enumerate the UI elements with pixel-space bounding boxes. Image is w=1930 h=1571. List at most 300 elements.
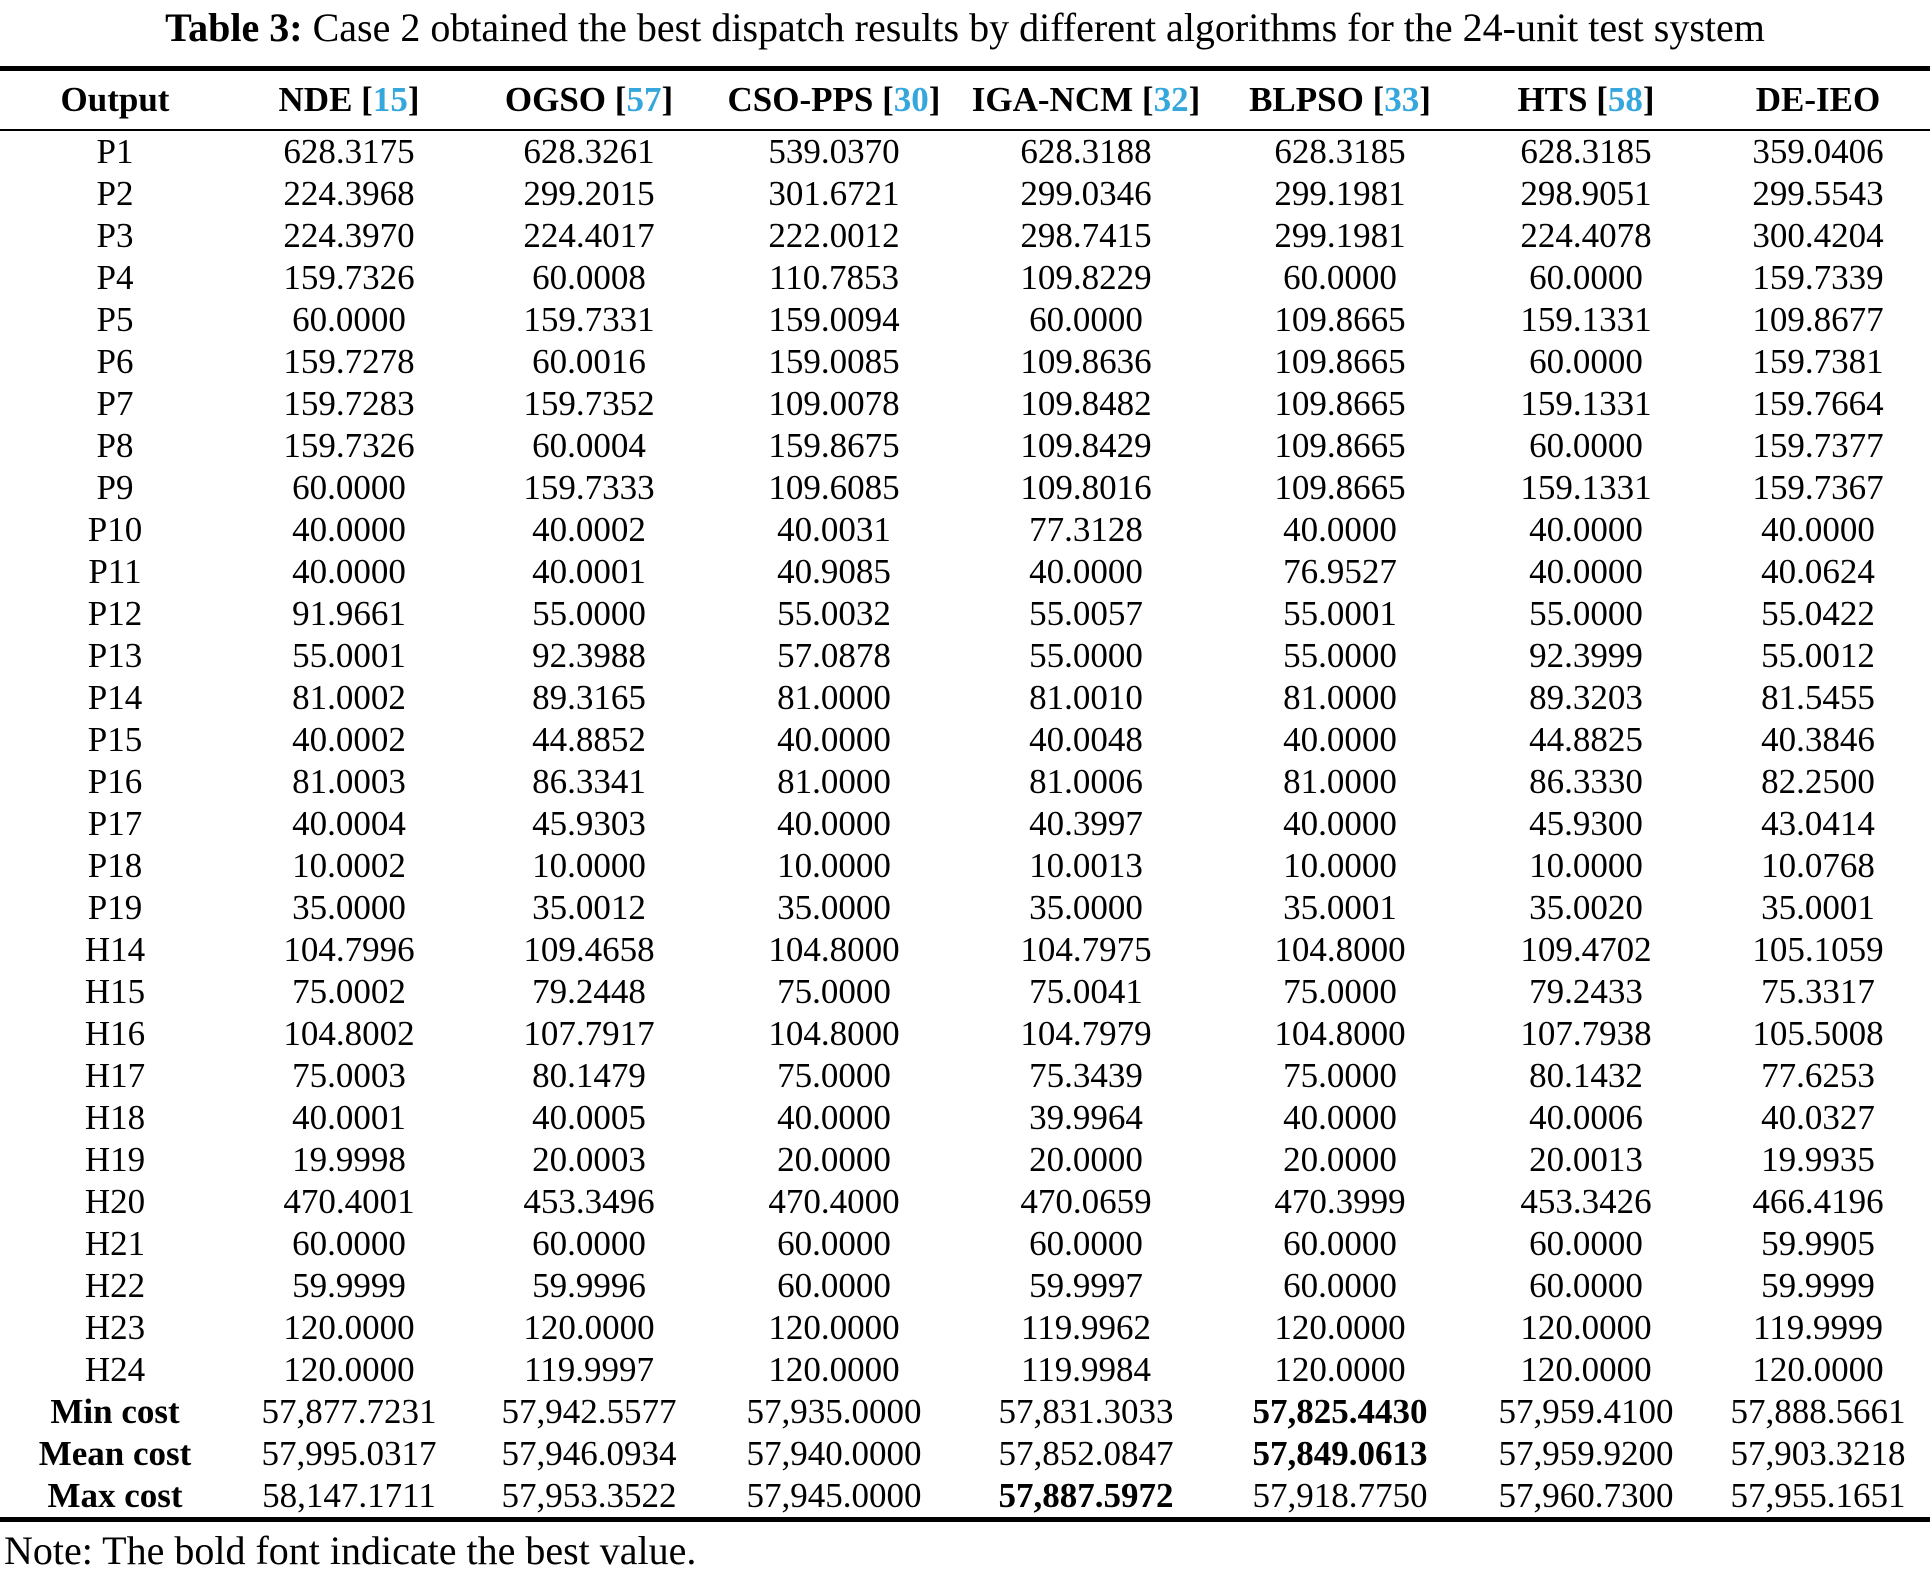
value-cell: 57,852.0847	[998, 1434, 1174, 1473]
value-cell: 224.4017	[523, 216, 655, 255]
value-cell: 628.3261	[523, 132, 655, 171]
value-cell: 81.0000	[777, 678, 891, 717]
value-cell: 159.7326	[283, 426, 415, 465]
column-header-label: HTS	[1517, 80, 1588, 119]
table-row-h23	[0, 1307, 1930, 1349]
value-cell: 109.8229	[1020, 258, 1152, 297]
value-cell: 89.3203	[1529, 678, 1643, 717]
citation-reference[interactable]: 58	[1607, 80, 1643, 119]
value-cell: 57,825.4430	[1252, 1392, 1428, 1431]
table-row-h24	[0, 1349, 1930, 1391]
value-cell: 44.8852	[532, 720, 646, 759]
row-label: P14	[87, 678, 143, 717]
value-cell: 120.0000	[283, 1350, 415, 1389]
value-cell: 109.8665	[1274, 300, 1406, 339]
value-cell: 57,877.7231	[261, 1392, 437, 1431]
value-cell: 60.0000	[292, 468, 406, 507]
value-cell: 59.9905	[1761, 1224, 1875, 1263]
citation-reference[interactable]: 57	[626, 80, 662, 119]
table-row-p12	[0, 593, 1930, 635]
dispatch-results-table	[0, 66, 1930, 1522]
value-cell: 35.0012	[532, 888, 646, 927]
row-label: H15	[84, 972, 146, 1011]
value-cell: 470.4000	[768, 1182, 900, 1221]
value-cell: 92.3988	[532, 636, 646, 675]
table-row-p15	[0, 719, 1930, 761]
value-cell: 81.0003	[292, 762, 406, 801]
table-row-h15	[0, 971, 1930, 1013]
value-cell: 79.2433	[1529, 972, 1643, 1011]
value-cell: 40.0006	[1529, 1098, 1643, 1137]
value-cell: 75.3439	[1029, 1056, 1143, 1095]
table-row-h18	[0, 1097, 1930, 1139]
value-cell: 109.8665	[1274, 468, 1406, 507]
table-row-p10	[0, 509, 1930, 551]
value-cell: 119.9962	[1021, 1308, 1151, 1347]
row-label: P13	[87, 636, 143, 675]
table-row-h17	[0, 1055, 1930, 1097]
table-caption-text: Case 2 obtained the best dispatch results by different algorithms for the 24-unit test system	[302, 5, 1765, 50]
value-cell: 10.0768	[1761, 846, 1875, 885]
value-cell: 81.0000	[777, 762, 891, 801]
table-row-mean-cost	[0, 1433, 1930, 1475]
value-cell: 40.0000	[1283, 804, 1397, 843]
value-cell: 159.7377	[1752, 426, 1884, 465]
value-cell: 57,953.3522	[501, 1476, 677, 1515]
value-cell: 299.1981	[1274, 216, 1406, 255]
value-cell: 60.0000	[1283, 1266, 1397, 1305]
value-cell: 19.9935	[1761, 1140, 1875, 1179]
value-cell: 39.9964	[1029, 1098, 1143, 1137]
value-cell: 470.3999	[1274, 1182, 1406, 1221]
table-row-p6	[0, 341, 1930, 383]
table-caption-number: Table 3:	[165, 5, 303, 50]
row-label: Max cost	[47, 1476, 183, 1515]
value-cell: 224.3970	[283, 216, 415, 255]
value-cell: 224.3968	[283, 174, 415, 213]
value-cell: 60.0000	[292, 1224, 406, 1263]
value-cell: 81.0010	[1029, 678, 1143, 717]
row-label: P16	[87, 762, 143, 801]
value-cell: 40.0000	[1761, 510, 1875, 549]
value-cell: 159.7326	[283, 258, 415, 297]
column-header-label: Output	[60, 80, 170, 119]
value-cell: 224.4078	[1520, 216, 1652, 255]
value-cell: 45.9303	[532, 804, 646, 843]
value-cell: 40.3997	[1029, 804, 1143, 843]
value-cell: 20.0000	[777, 1140, 891, 1179]
row-label: P6	[96, 342, 134, 381]
value-cell: 79.2448	[532, 972, 646, 1011]
column-header-cso-pps: CSO-PPS [30]	[710, 69, 958, 131]
value-cell: 109.6085	[768, 468, 900, 507]
value-cell: 60.0000	[1029, 300, 1143, 339]
citation-reference[interactable]: 33	[1384, 80, 1420, 119]
value-cell: 298.7415	[1020, 216, 1152, 255]
column-header-label: DE-IEO	[1755, 80, 1881, 119]
value-cell: 57,918.7750	[1252, 1476, 1428, 1515]
value-cell: 60.0000	[1529, 426, 1643, 465]
value-cell: 40.0000	[1283, 510, 1397, 549]
value-cell: 55.0000	[1283, 636, 1397, 675]
value-cell: 60.0000	[1529, 342, 1643, 381]
value-cell: 109.8677	[1752, 300, 1884, 339]
column-header-output	[0, 69, 230, 131]
value-cell: 40.0000	[1283, 720, 1397, 759]
value-cell: 109.4658	[523, 930, 655, 969]
value-cell: 57,959.9200	[1498, 1434, 1674, 1473]
value-cell: 119.9997	[524, 1350, 654, 1389]
value-cell: 40.0624	[1761, 552, 1875, 591]
value-cell: 120.0000	[1520, 1308, 1652, 1347]
row-label: P19	[87, 888, 143, 927]
value-cell: 89.3165	[532, 678, 646, 717]
value-cell: 470.0659	[1020, 1182, 1152, 1221]
value-cell: 109.8665	[1274, 384, 1406, 423]
value-cell: 159.7664	[1752, 384, 1884, 423]
value-cell: 159.7381	[1752, 342, 1884, 381]
value-cell: 55.0001	[1283, 594, 1397, 633]
column-header-hts: HTS [58]	[1466, 69, 1706, 131]
value-cell: 60.0008	[532, 258, 646, 297]
row-label: P17	[87, 804, 143, 843]
value-cell: 40.0000	[292, 552, 406, 591]
value-cell: 59.9996	[532, 1266, 646, 1305]
value-cell: 57,849.0613	[1252, 1434, 1428, 1473]
value-cell: 120.0000	[1520, 1350, 1652, 1389]
value-cell: 59.9999	[292, 1266, 406, 1305]
value-cell: 120.0000	[768, 1308, 900, 1347]
value-cell: 60.0000	[1283, 1224, 1397, 1263]
value-cell: 109.8665	[1274, 426, 1406, 465]
value-cell: 119.9999	[1753, 1308, 1883, 1347]
value-cell: 57,887.5972	[998, 1476, 1174, 1515]
citation-reference[interactable]: 32	[1153, 80, 1189, 119]
column-header-label: CSO-PPS	[727, 80, 874, 119]
row-label: P8	[96, 426, 134, 465]
value-cell: 40.0000	[1529, 552, 1643, 591]
value-cell: 10.0000	[1529, 846, 1643, 885]
row-label: P4	[96, 258, 134, 297]
table-caption	[0, 4, 1930, 52]
value-cell: 44.8825	[1529, 720, 1643, 759]
value-cell: 20.0000	[1029, 1140, 1143, 1179]
value-cell: 55.0000	[1529, 594, 1643, 633]
value-cell: 57,955.1651	[1730, 1476, 1906, 1515]
table-row-p1	[0, 130, 1930, 173]
value-cell: 300.4204	[1752, 216, 1884, 255]
table-row-p4	[0, 257, 1930, 299]
table-row-p3	[0, 215, 1930, 257]
column-header-label: NDE	[278, 80, 353, 119]
value-cell: 35.0000	[1029, 888, 1143, 927]
value-cell: 80.1432	[1529, 1056, 1643, 1095]
value-cell: 10.0000	[1283, 846, 1397, 885]
value-cell: 40.0000	[777, 804, 891, 843]
table-row-p9	[0, 467, 1930, 509]
row-label: H23	[84, 1308, 146, 1347]
table-row-h19	[0, 1139, 1930, 1181]
column-header-de-ieo	[1706, 69, 1930, 131]
value-cell: 60.0000	[1283, 258, 1397, 297]
value-cell: 109.8429	[1020, 426, 1152, 465]
value-cell: 40.0001	[532, 552, 646, 591]
value-cell: 109.8665	[1274, 342, 1406, 381]
value-cell: 40.0000	[777, 1098, 891, 1137]
value-cell: 60.0000	[777, 1266, 891, 1305]
value-cell: 81.0000	[1283, 762, 1397, 801]
value-cell: 40.0000	[777, 720, 891, 759]
value-cell: 105.5008	[1752, 1014, 1884, 1053]
row-label: Mean cost	[38, 1434, 192, 1473]
value-cell: 55.0057	[1029, 594, 1143, 633]
value-cell: 628.3185	[1520, 132, 1652, 171]
value-cell: 82.2500	[1761, 762, 1875, 801]
row-label: P3	[96, 216, 134, 255]
value-cell: 57,945.0000	[746, 1476, 922, 1515]
value-cell: 40.0031	[777, 510, 891, 549]
value-cell: 75.0000	[777, 1056, 891, 1095]
value-cell: 57,940.0000	[746, 1434, 922, 1473]
value-cell: 159.0085	[768, 342, 900, 381]
table-row-h16	[0, 1013, 1930, 1055]
value-cell: 58,147.1711	[262, 1476, 436, 1515]
value-cell: 539.0370	[768, 132, 900, 171]
value-cell: 77.6253	[1761, 1056, 1875, 1095]
value-cell: 120.0000	[1752, 1350, 1884, 1389]
value-cell: 40.0004	[292, 804, 406, 843]
value-cell: 91.9661	[292, 594, 406, 633]
value-cell: 59.9997	[1029, 1266, 1143, 1305]
value-cell: 57,903.3218	[1730, 1434, 1906, 1473]
value-cell: 43.0414	[1761, 804, 1875, 843]
column-header-ogso: OGSO [57]	[468, 69, 710, 131]
value-cell: 86.3341	[532, 762, 646, 801]
value-cell: 55.0000	[1029, 636, 1143, 675]
value-cell: 81.0006	[1029, 762, 1143, 801]
table-note: Note: The bold font indicate the best value.	[4, 1528, 697, 1571]
value-cell: 159.7352	[523, 384, 655, 423]
value-cell: 104.8000	[768, 1014, 900, 1053]
row-label: P7	[96, 384, 134, 423]
row-label: H19	[84, 1140, 146, 1179]
value-cell: 75.0000	[1283, 972, 1397, 1011]
value-cell: 159.1331	[1520, 300, 1652, 339]
value-cell: 57,935.0000	[746, 1392, 922, 1431]
value-cell: 60.0004	[532, 426, 646, 465]
value-cell: 60.0016	[532, 342, 646, 381]
value-cell: 104.8000	[1274, 930, 1406, 969]
row-label: H22	[84, 1266, 146, 1305]
value-cell: 159.7333	[523, 468, 655, 507]
value-cell: 299.2015	[523, 174, 655, 213]
value-cell: 57,831.3033	[998, 1392, 1174, 1431]
value-cell: 40.3846	[1761, 720, 1875, 759]
value-cell: 60.0000	[1029, 1224, 1143, 1263]
value-cell: 159.8675	[768, 426, 900, 465]
table-row-p16	[0, 761, 1930, 803]
value-cell: 159.0094	[768, 300, 900, 339]
value-cell: 109.0078	[768, 384, 900, 423]
value-cell: 104.7975	[1020, 930, 1152, 969]
table-row-p2	[0, 173, 1930, 215]
table-row-h22	[0, 1265, 1930, 1307]
row-label: P5	[96, 300, 134, 339]
value-cell: 466.4196	[1752, 1182, 1884, 1221]
value-cell: 159.1331	[1520, 384, 1652, 423]
value-cell: 92.3999	[1529, 636, 1643, 675]
table-row-p19	[0, 887, 1930, 929]
value-cell: 55.0001	[292, 636, 406, 675]
value-cell: 75.0003	[292, 1056, 406, 1095]
row-label: H16	[84, 1014, 146, 1053]
value-cell: 299.5543	[1752, 174, 1884, 213]
table-row-p17	[0, 803, 1930, 845]
citation-reference[interactable]: 30	[893, 80, 929, 119]
value-cell: 159.7339	[1752, 258, 1884, 297]
column-header-nde: NDE [15]	[230, 69, 468, 131]
row-label: Min cost	[50, 1392, 180, 1431]
column-header-iga-ncm: IGA-NCM [32]	[958, 69, 1214, 131]
value-cell: 159.7283	[283, 384, 415, 423]
value-cell: 20.0013	[1529, 1140, 1643, 1179]
value-cell: 35.0020	[1529, 888, 1643, 927]
citation-reference[interactable]: 15	[372, 80, 408, 119]
value-cell: 57.0878	[777, 636, 891, 675]
table-row-p7	[0, 383, 1930, 425]
value-cell: 81.5455	[1761, 678, 1875, 717]
value-cell: 60.0000	[292, 300, 406, 339]
row-label: P9	[96, 468, 134, 507]
value-cell: 45.9300	[1529, 804, 1643, 843]
value-cell: 359.0406	[1752, 132, 1884, 171]
row-label: H24	[84, 1350, 146, 1389]
value-cell: 119.9984	[1021, 1350, 1151, 1389]
row-label: P15	[87, 720, 143, 759]
value-cell: 40.0048	[1029, 720, 1143, 759]
value-cell: 104.7979	[1020, 1014, 1152, 1053]
value-cell: 109.4702	[1520, 930, 1652, 969]
value-cell: 81.0002	[292, 678, 406, 717]
value-cell: 59.9999	[1761, 1266, 1875, 1305]
value-cell: 120.0000	[1274, 1350, 1406, 1389]
row-label: H21	[84, 1224, 146, 1263]
value-cell: 120.0000	[1274, 1308, 1406, 1347]
value-cell: 75.0002	[292, 972, 406, 1011]
value-cell: 109.8482	[1020, 384, 1152, 423]
value-cell: 40.0000	[1283, 1098, 1397, 1137]
value-cell: 35.0000	[292, 888, 406, 927]
value-cell: 104.8000	[768, 930, 900, 969]
value-cell: 40.0000	[1029, 552, 1143, 591]
value-cell: 55.0012	[1761, 636, 1875, 675]
value-cell: 60.0000	[777, 1224, 891, 1263]
value-cell: 35.0000	[777, 888, 891, 927]
value-cell: 60.0000	[532, 1224, 646, 1263]
value-cell: 60.0000	[1529, 1224, 1643, 1263]
row-label: H17	[84, 1056, 146, 1095]
value-cell: 159.7367	[1752, 468, 1884, 507]
table-header-row	[0, 69, 1930, 131]
value-cell: 75.3317	[1761, 972, 1875, 1011]
table-row-min-cost	[0, 1391, 1930, 1433]
value-cell: 40.0001	[292, 1098, 406, 1137]
value-cell: 20.0000	[1283, 1140, 1397, 1179]
table-row-p11	[0, 551, 1930, 593]
value-cell: 40.0000	[292, 510, 406, 549]
value-cell: 107.7917	[523, 1014, 655, 1053]
value-cell: 298.9051	[1520, 174, 1652, 213]
column-header-label: BLPSO	[1249, 80, 1364, 119]
value-cell: 57,960.7300	[1498, 1476, 1674, 1515]
value-cell: 107.7938	[1520, 1014, 1652, 1053]
value-cell: 40.0005	[532, 1098, 646, 1137]
value-cell: 57,946.0934	[501, 1434, 677, 1473]
table-row-h14	[0, 929, 1930, 971]
value-cell: 81.0000	[1283, 678, 1397, 717]
value-cell: 40.0002	[292, 720, 406, 759]
value-cell: 35.0001	[1283, 888, 1397, 927]
value-cell: 19.9998	[292, 1140, 406, 1179]
value-cell: 40.0000	[1529, 510, 1643, 549]
table-row-max-cost	[0, 1475, 1930, 1520]
value-cell: 120.0000	[768, 1350, 900, 1389]
row-label: P11	[88, 552, 142, 591]
value-cell: 55.0000	[532, 594, 646, 633]
value-cell: 80.1479	[532, 1056, 646, 1095]
value-cell: 105.1059	[1752, 930, 1884, 969]
value-cell: 299.1981	[1274, 174, 1406, 213]
value-cell: 301.6721	[768, 174, 900, 213]
column-header-label: OGSO	[504, 80, 607, 119]
table-row-p13	[0, 635, 1930, 677]
value-cell: 40.0327	[1761, 1098, 1875, 1137]
value-cell: 10.0013	[1029, 846, 1143, 885]
table-row-h21	[0, 1223, 1930, 1265]
row-label: H20	[84, 1182, 146, 1221]
table-row-p18	[0, 845, 1930, 887]
value-cell: 109.8016	[1020, 468, 1152, 507]
value-cell: 75.0000	[777, 972, 891, 1011]
value-cell: 628.3175	[283, 132, 415, 171]
value-cell: 86.3330	[1529, 762, 1643, 801]
value-cell: 222.0012	[768, 216, 900, 255]
value-cell: 55.0032	[777, 594, 891, 633]
value-cell: 109.8636	[1020, 342, 1152, 381]
value-cell: 159.1331	[1520, 468, 1652, 507]
value-cell: 104.8002	[283, 1014, 415, 1053]
value-cell: 35.0001	[1761, 888, 1875, 927]
value-cell: 120.0000	[283, 1308, 415, 1347]
value-cell: 299.0346	[1020, 174, 1152, 213]
value-cell: 159.7331	[523, 300, 655, 339]
column-header-blpso: BLPSO [33]	[1214, 69, 1466, 131]
value-cell: 75.0041	[1029, 972, 1143, 1011]
value-cell: 77.3128	[1029, 510, 1143, 549]
value-cell: 60.0000	[1529, 1266, 1643, 1305]
value-cell: 20.0003	[532, 1140, 646, 1179]
value-cell: 628.3188	[1020, 132, 1152, 171]
value-cell: 40.0002	[532, 510, 646, 549]
value-cell: 10.0000	[777, 846, 891, 885]
value-cell: 55.0422	[1761, 594, 1875, 633]
value-cell: 76.9527	[1283, 552, 1397, 591]
table-row-p5	[0, 299, 1930, 341]
row-label: H14	[84, 930, 146, 969]
table-row-h20	[0, 1181, 1930, 1223]
value-cell: 57,995.0317	[261, 1434, 437, 1473]
row-label: P18	[87, 846, 143, 885]
